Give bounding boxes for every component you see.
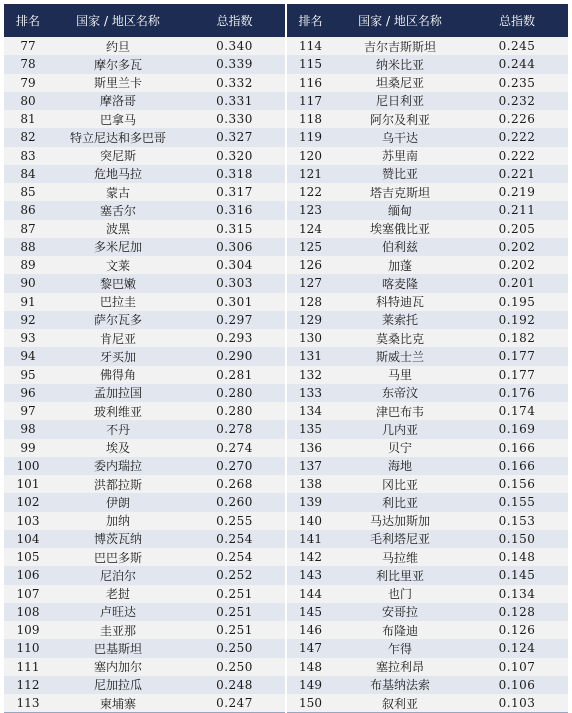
table-row bbox=[4, 585, 568, 603]
table-row bbox=[4, 512, 568, 530]
score-left: 0.255 bbox=[184, 512, 286, 530]
rank-left: 111 bbox=[4, 658, 52, 676]
table-row bbox=[4, 621, 568, 639]
country-name-right: 埃塞俄比亚 bbox=[334, 220, 466, 238]
score-left: 0.293 bbox=[184, 329, 286, 347]
rank-right: 129 bbox=[286, 311, 334, 329]
header-rank-left: 排名 bbox=[4, 4, 52, 37]
table-row bbox=[4, 55, 568, 73]
score-right: 0.219 bbox=[466, 183, 568, 201]
country-name-left: 尼泊尔 bbox=[52, 566, 184, 584]
rank-right: 138 bbox=[286, 475, 334, 493]
score-left: 0.254 bbox=[184, 530, 286, 548]
country-name-left: 牙买加 bbox=[52, 347, 184, 365]
country-name-left: 萨尔瓦多 bbox=[52, 311, 184, 329]
table-row bbox=[4, 658, 568, 676]
table-row bbox=[4, 74, 568, 92]
rank-left: 78 bbox=[4, 55, 52, 73]
rank-right: 132 bbox=[286, 366, 334, 384]
rank-right: 122 bbox=[286, 183, 334, 201]
table-row bbox=[4, 530, 568, 548]
country-name-left: 巴拉圭 bbox=[52, 293, 184, 311]
score-right: 0.202 bbox=[466, 256, 568, 274]
score-right: 0.134 bbox=[466, 585, 568, 603]
table-row bbox=[4, 420, 568, 438]
rank-left: 105 bbox=[4, 548, 52, 566]
rank-right: 121 bbox=[286, 165, 334, 183]
ranking-table bbox=[4, 4, 568, 713]
country-name-right: 津巴布韦 bbox=[334, 402, 466, 420]
score-left: 0.316 bbox=[184, 201, 286, 219]
country-name-right: 斯威士兰 bbox=[334, 347, 466, 365]
table-row bbox=[4, 293, 568, 311]
country-name-left: 蒙古 bbox=[52, 183, 184, 201]
score-right: 0.192 bbox=[466, 311, 568, 329]
country-name-right: 毛利塔尼亚 bbox=[334, 530, 466, 548]
rank-left: 91 bbox=[4, 293, 52, 311]
rank-right: 130 bbox=[286, 329, 334, 347]
score-right: 0.128 bbox=[466, 603, 568, 621]
table-row bbox=[4, 329, 568, 347]
country-name-right: 叙利亚 bbox=[334, 694, 466, 713]
table-row bbox=[4, 366, 568, 384]
score-right: 0.201 bbox=[466, 274, 568, 292]
country-name-right: 阿尔及利亚 bbox=[334, 110, 466, 128]
score-left: 0.327 bbox=[184, 128, 286, 146]
rank-right: 134 bbox=[286, 402, 334, 420]
country-name-left: 约旦 bbox=[52, 37, 184, 55]
rank-right: 133 bbox=[286, 384, 334, 402]
score-left: 0.297 bbox=[184, 311, 286, 329]
rank-right: 115 bbox=[286, 55, 334, 73]
country-name-right: 安哥拉 bbox=[334, 603, 466, 621]
rank-right: 145 bbox=[286, 603, 334, 621]
table-row bbox=[4, 238, 568, 256]
table-row bbox=[4, 256, 568, 274]
score-left: 0.252 bbox=[184, 566, 286, 584]
score-right: 0.205 bbox=[466, 220, 568, 238]
rank-left: 108 bbox=[4, 603, 52, 621]
rank-right: 123 bbox=[286, 201, 334, 219]
table-row bbox=[4, 220, 568, 238]
country-name-right: 缅甸 bbox=[334, 201, 466, 219]
table-row bbox=[4, 110, 568, 128]
rank-right: 120 bbox=[286, 147, 334, 165]
rank-right: 139 bbox=[286, 493, 334, 511]
rank-left: 101 bbox=[4, 475, 52, 493]
rank-right: 131 bbox=[286, 347, 334, 365]
score-left: 0.303 bbox=[184, 274, 286, 292]
score-left: 0.304 bbox=[184, 256, 286, 274]
country-name-right: 喀麦隆 bbox=[334, 274, 466, 292]
table-row bbox=[4, 402, 568, 420]
country-name-left: 佛得角 bbox=[52, 366, 184, 384]
table-row bbox=[4, 548, 568, 566]
score-right: 0.202 bbox=[466, 238, 568, 256]
rank-left: 96 bbox=[4, 384, 52, 402]
country-name-left: 加纳 bbox=[52, 512, 184, 530]
score-left: 0.340 bbox=[184, 37, 286, 55]
score-right: 0.169 bbox=[466, 420, 568, 438]
score-left: 0.260 bbox=[184, 493, 286, 511]
country-name-left: 摩洛哥 bbox=[52, 92, 184, 110]
country-name-right: 布基纳法索 bbox=[334, 676, 466, 694]
rank-left: 85 bbox=[4, 183, 52, 201]
score-left: 0.248 bbox=[184, 676, 286, 694]
country-name-left: 波黑 bbox=[52, 220, 184, 238]
score-left: 0.281 bbox=[184, 366, 286, 384]
country-name-left: 孟加拉国 bbox=[52, 384, 184, 402]
country-name-right: 利比里亚 bbox=[334, 566, 466, 584]
rank-left: 94 bbox=[4, 347, 52, 365]
country-name-left: 特立尼达和多巴哥 bbox=[52, 128, 184, 146]
country-name-right: 贝宁 bbox=[334, 439, 466, 457]
header-rank-right: 排名 bbox=[286, 4, 334, 37]
score-right: 0.150 bbox=[466, 530, 568, 548]
score-right: 0.211 bbox=[466, 201, 568, 219]
score-right: 0.245 bbox=[466, 37, 568, 55]
score-right: 0.235 bbox=[466, 74, 568, 92]
country-name-left: 埃及 bbox=[52, 439, 184, 457]
rank-left: 86 bbox=[4, 201, 52, 219]
country-name-left: 突尼斯 bbox=[52, 147, 184, 165]
table-row bbox=[4, 694, 568, 713]
rank-left: 87 bbox=[4, 220, 52, 238]
score-right: 0.232 bbox=[466, 92, 568, 110]
country-name-left: 摩尔多瓦 bbox=[52, 55, 184, 73]
country-name-right: 赞比亚 bbox=[334, 165, 466, 183]
table-row bbox=[4, 274, 568, 292]
score-left: 0.317 bbox=[184, 183, 286, 201]
score-left: 0.278 bbox=[184, 420, 286, 438]
rank-right: 116 bbox=[286, 74, 334, 92]
score-right: 0.222 bbox=[466, 147, 568, 165]
table-row bbox=[4, 165, 568, 183]
score-right: 0.195 bbox=[466, 293, 568, 311]
score-right: 0.222 bbox=[466, 128, 568, 146]
country-name-right: 坦桑尼亚 bbox=[334, 74, 466, 92]
rank-left: 82 bbox=[4, 128, 52, 146]
country-name-right: 塞拉利昂 bbox=[334, 658, 466, 676]
score-right: 0.176 bbox=[466, 384, 568, 402]
country-name-right: 吉尔吉斯斯坦 bbox=[334, 37, 466, 55]
score-right: 0.145 bbox=[466, 566, 568, 584]
rank-right: 124 bbox=[286, 220, 334, 238]
country-name-left: 洪都拉斯 bbox=[52, 475, 184, 493]
country-name-left: 斯里兰卡 bbox=[52, 74, 184, 92]
country-name-left: 黎巴嫩 bbox=[52, 274, 184, 292]
country-name-right: 加蓬 bbox=[334, 256, 466, 274]
rank-left: 103 bbox=[4, 512, 52, 530]
rank-left: 83 bbox=[4, 147, 52, 165]
table-row bbox=[4, 566, 568, 584]
country-name-right: 冈比亚 bbox=[334, 475, 466, 493]
country-name-right: 莫桑比克 bbox=[334, 329, 466, 347]
table-row bbox=[4, 676, 568, 694]
country-name-right: 海地 bbox=[334, 457, 466, 475]
rank-left: 79 bbox=[4, 74, 52, 92]
rank-left: 81 bbox=[4, 110, 52, 128]
country-name-right: 马里 bbox=[334, 366, 466, 384]
country-name-left: 多米尼加 bbox=[52, 238, 184, 256]
score-left: 0.251 bbox=[184, 603, 286, 621]
rank-left: 99 bbox=[4, 439, 52, 457]
header-row bbox=[4, 4, 568, 37]
score-left: 0.250 bbox=[184, 639, 286, 657]
score-right: 0.166 bbox=[466, 457, 568, 475]
country-name-left: 塞舌尔 bbox=[52, 201, 184, 219]
score-left: 0.251 bbox=[184, 621, 286, 639]
country-name-right: 尼日利亚 bbox=[334, 92, 466, 110]
country-name-right: 塔吉克斯坦 bbox=[334, 183, 466, 201]
score-right: 0.148 bbox=[466, 548, 568, 566]
rank-right: 126 bbox=[286, 256, 334, 274]
country-name-left: 尼加拉瓜 bbox=[52, 676, 184, 694]
score-left: 0.332 bbox=[184, 74, 286, 92]
score-left: 0.280 bbox=[184, 402, 286, 420]
rank-left: 113 bbox=[4, 694, 52, 713]
rank-right: 136 bbox=[286, 439, 334, 457]
rank-left: 92 bbox=[4, 311, 52, 329]
rank-right: 125 bbox=[286, 238, 334, 256]
country-name-right: 乍得 bbox=[334, 639, 466, 657]
rank-right: 118 bbox=[286, 110, 334, 128]
country-name-right: 布隆迪 bbox=[334, 621, 466, 639]
score-left: 0.250 bbox=[184, 658, 286, 676]
table-row bbox=[4, 639, 568, 657]
rank-left: 80 bbox=[4, 92, 52, 110]
country-name-left: 肯尼亚 bbox=[52, 329, 184, 347]
score-left: 0.339 bbox=[184, 55, 286, 73]
score-left: 0.247 bbox=[184, 694, 286, 713]
country-name-right: 东帝汶 bbox=[334, 384, 466, 402]
score-right: 0.166 bbox=[466, 439, 568, 457]
rank-right: 143 bbox=[286, 566, 334, 584]
score-left: 0.315 bbox=[184, 220, 286, 238]
country-name-right: 马拉维 bbox=[334, 548, 466, 566]
rank-left: 88 bbox=[4, 238, 52, 256]
score-right: 0.153 bbox=[466, 512, 568, 530]
country-name-left: 柬埔寨 bbox=[52, 694, 184, 713]
table-row bbox=[4, 92, 568, 110]
score-right: 0.226 bbox=[466, 110, 568, 128]
table-row bbox=[4, 201, 568, 219]
rank-left: 93 bbox=[4, 329, 52, 347]
header-score-left: 总指数 bbox=[184, 4, 286, 37]
rank-left: 84 bbox=[4, 165, 52, 183]
rank-left: 97 bbox=[4, 402, 52, 420]
rank-right: 135 bbox=[286, 420, 334, 438]
score-left: 0.251 bbox=[184, 585, 286, 603]
score-right: 0.124 bbox=[466, 639, 568, 657]
table-row bbox=[4, 475, 568, 493]
score-left: 0.301 bbox=[184, 293, 286, 311]
table-row bbox=[4, 147, 568, 165]
rank-right: 148 bbox=[286, 658, 334, 676]
score-left: 0.320 bbox=[184, 147, 286, 165]
country-name-left: 巴巴多斯 bbox=[52, 548, 184, 566]
score-right: 0.107 bbox=[466, 658, 568, 676]
score-left: 0.270 bbox=[184, 457, 286, 475]
country-name-right: 纳米比亚 bbox=[334, 55, 466, 73]
table-row bbox=[4, 128, 568, 146]
rank-left: 107 bbox=[4, 585, 52, 603]
score-left: 0.280 bbox=[184, 384, 286, 402]
rank-right: 127 bbox=[286, 274, 334, 292]
rank-left: 104 bbox=[4, 530, 52, 548]
country-name-right: 马达加斯加 bbox=[334, 512, 466, 530]
country-name-left: 巴基斯坦 bbox=[52, 639, 184, 657]
score-right: 0.221 bbox=[466, 165, 568, 183]
score-right: 0.174 bbox=[466, 402, 568, 420]
rank-left: 106 bbox=[4, 566, 52, 584]
country-name-right: 利比亚 bbox=[334, 493, 466, 511]
rank-right: 128 bbox=[286, 293, 334, 311]
header-score-right: 总指数 bbox=[466, 4, 568, 37]
country-name-left: 圭亚那 bbox=[52, 621, 184, 639]
rank-right: 119 bbox=[286, 128, 334, 146]
country-name-left: 危地马拉 bbox=[52, 165, 184, 183]
rank-left: 109 bbox=[4, 621, 52, 639]
country-name-right: 苏里南 bbox=[334, 147, 466, 165]
country-name-right: 几内亚 bbox=[334, 420, 466, 438]
score-left: 0.254 bbox=[184, 548, 286, 566]
country-name-right: 科特迪瓦 bbox=[334, 293, 466, 311]
rank-left: 77 bbox=[4, 37, 52, 55]
score-left: 0.318 bbox=[184, 165, 286, 183]
rank-left: 112 bbox=[4, 676, 52, 694]
rank-right: 137 bbox=[286, 457, 334, 475]
table-header bbox=[4, 4, 568, 37]
score-right: 0.182 bbox=[466, 329, 568, 347]
rank-left: 98 bbox=[4, 420, 52, 438]
rank-right: 147 bbox=[286, 639, 334, 657]
table-row bbox=[4, 493, 568, 511]
country-name-right: 乌干达 bbox=[334, 128, 466, 146]
rank-left: 90 bbox=[4, 274, 52, 292]
country-name-left: 伊朗 bbox=[52, 493, 184, 511]
rank-right: 114 bbox=[286, 37, 334, 55]
score-left: 0.330 bbox=[184, 110, 286, 128]
table-row bbox=[4, 311, 568, 329]
country-name-left: 老挝 bbox=[52, 585, 184, 603]
country-name-left: 不丹 bbox=[52, 420, 184, 438]
country-name-left: 委内瑞拉 bbox=[52, 457, 184, 475]
score-left: 0.274 bbox=[184, 439, 286, 457]
table-body bbox=[4, 37, 568, 713]
rank-right: 146 bbox=[286, 621, 334, 639]
country-name-right: 伯利兹 bbox=[334, 238, 466, 256]
score-right: 0.177 bbox=[466, 366, 568, 384]
rank-right: 142 bbox=[286, 548, 334, 566]
rank-right: 140 bbox=[286, 512, 334, 530]
rank-right: 150 bbox=[286, 694, 334, 713]
country-name-left: 文莱 bbox=[52, 256, 184, 274]
rank-left: 110 bbox=[4, 639, 52, 657]
rank-right: 144 bbox=[286, 585, 334, 603]
score-right: 0.106 bbox=[466, 676, 568, 694]
country-name-left: 卢旺达 bbox=[52, 603, 184, 621]
country-name-left: 玻利维亚 bbox=[52, 402, 184, 420]
rank-left: 89 bbox=[4, 256, 52, 274]
table-row bbox=[4, 439, 568, 457]
score-right: 0.126 bbox=[466, 621, 568, 639]
table-row bbox=[4, 384, 568, 402]
country-name-left: 巴拿马 bbox=[52, 110, 184, 128]
country-name-right: 莱索托 bbox=[334, 311, 466, 329]
table-row bbox=[4, 457, 568, 475]
score-right: 0.177 bbox=[466, 347, 568, 365]
rank-right: 141 bbox=[286, 530, 334, 548]
country-name-left: 塞内加尔 bbox=[52, 658, 184, 676]
score-left: 0.290 bbox=[184, 347, 286, 365]
country-name-left: 博茨瓦纳 bbox=[52, 530, 184, 548]
table-row bbox=[4, 603, 568, 621]
score-right: 0.155 bbox=[466, 493, 568, 511]
rank-right: 117 bbox=[286, 92, 334, 110]
header-name-right: 国家 / 地区名称 bbox=[334, 4, 466, 37]
country-name-right: 也门 bbox=[334, 585, 466, 603]
table-row bbox=[4, 183, 568, 201]
score-left: 0.268 bbox=[184, 475, 286, 493]
score-right: 0.103 bbox=[466, 694, 568, 713]
rank-left: 102 bbox=[4, 493, 52, 511]
table-row bbox=[4, 37, 568, 55]
score-right: 0.156 bbox=[466, 475, 568, 493]
score-left: 0.306 bbox=[184, 238, 286, 256]
rank-left: 100 bbox=[4, 457, 52, 475]
rank-right: 149 bbox=[286, 676, 334, 694]
score-left: 0.331 bbox=[184, 92, 286, 110]
score-right: 0.244 bbox=[466, 55, 568, 73]
rank-left: 95 bbox=[4, 366, 52, 384]
header-name-left: 国家 / 地区名称 bbox=[52, 4, 184, 37]
table-row bbox=[4, 347, 568, 365]
